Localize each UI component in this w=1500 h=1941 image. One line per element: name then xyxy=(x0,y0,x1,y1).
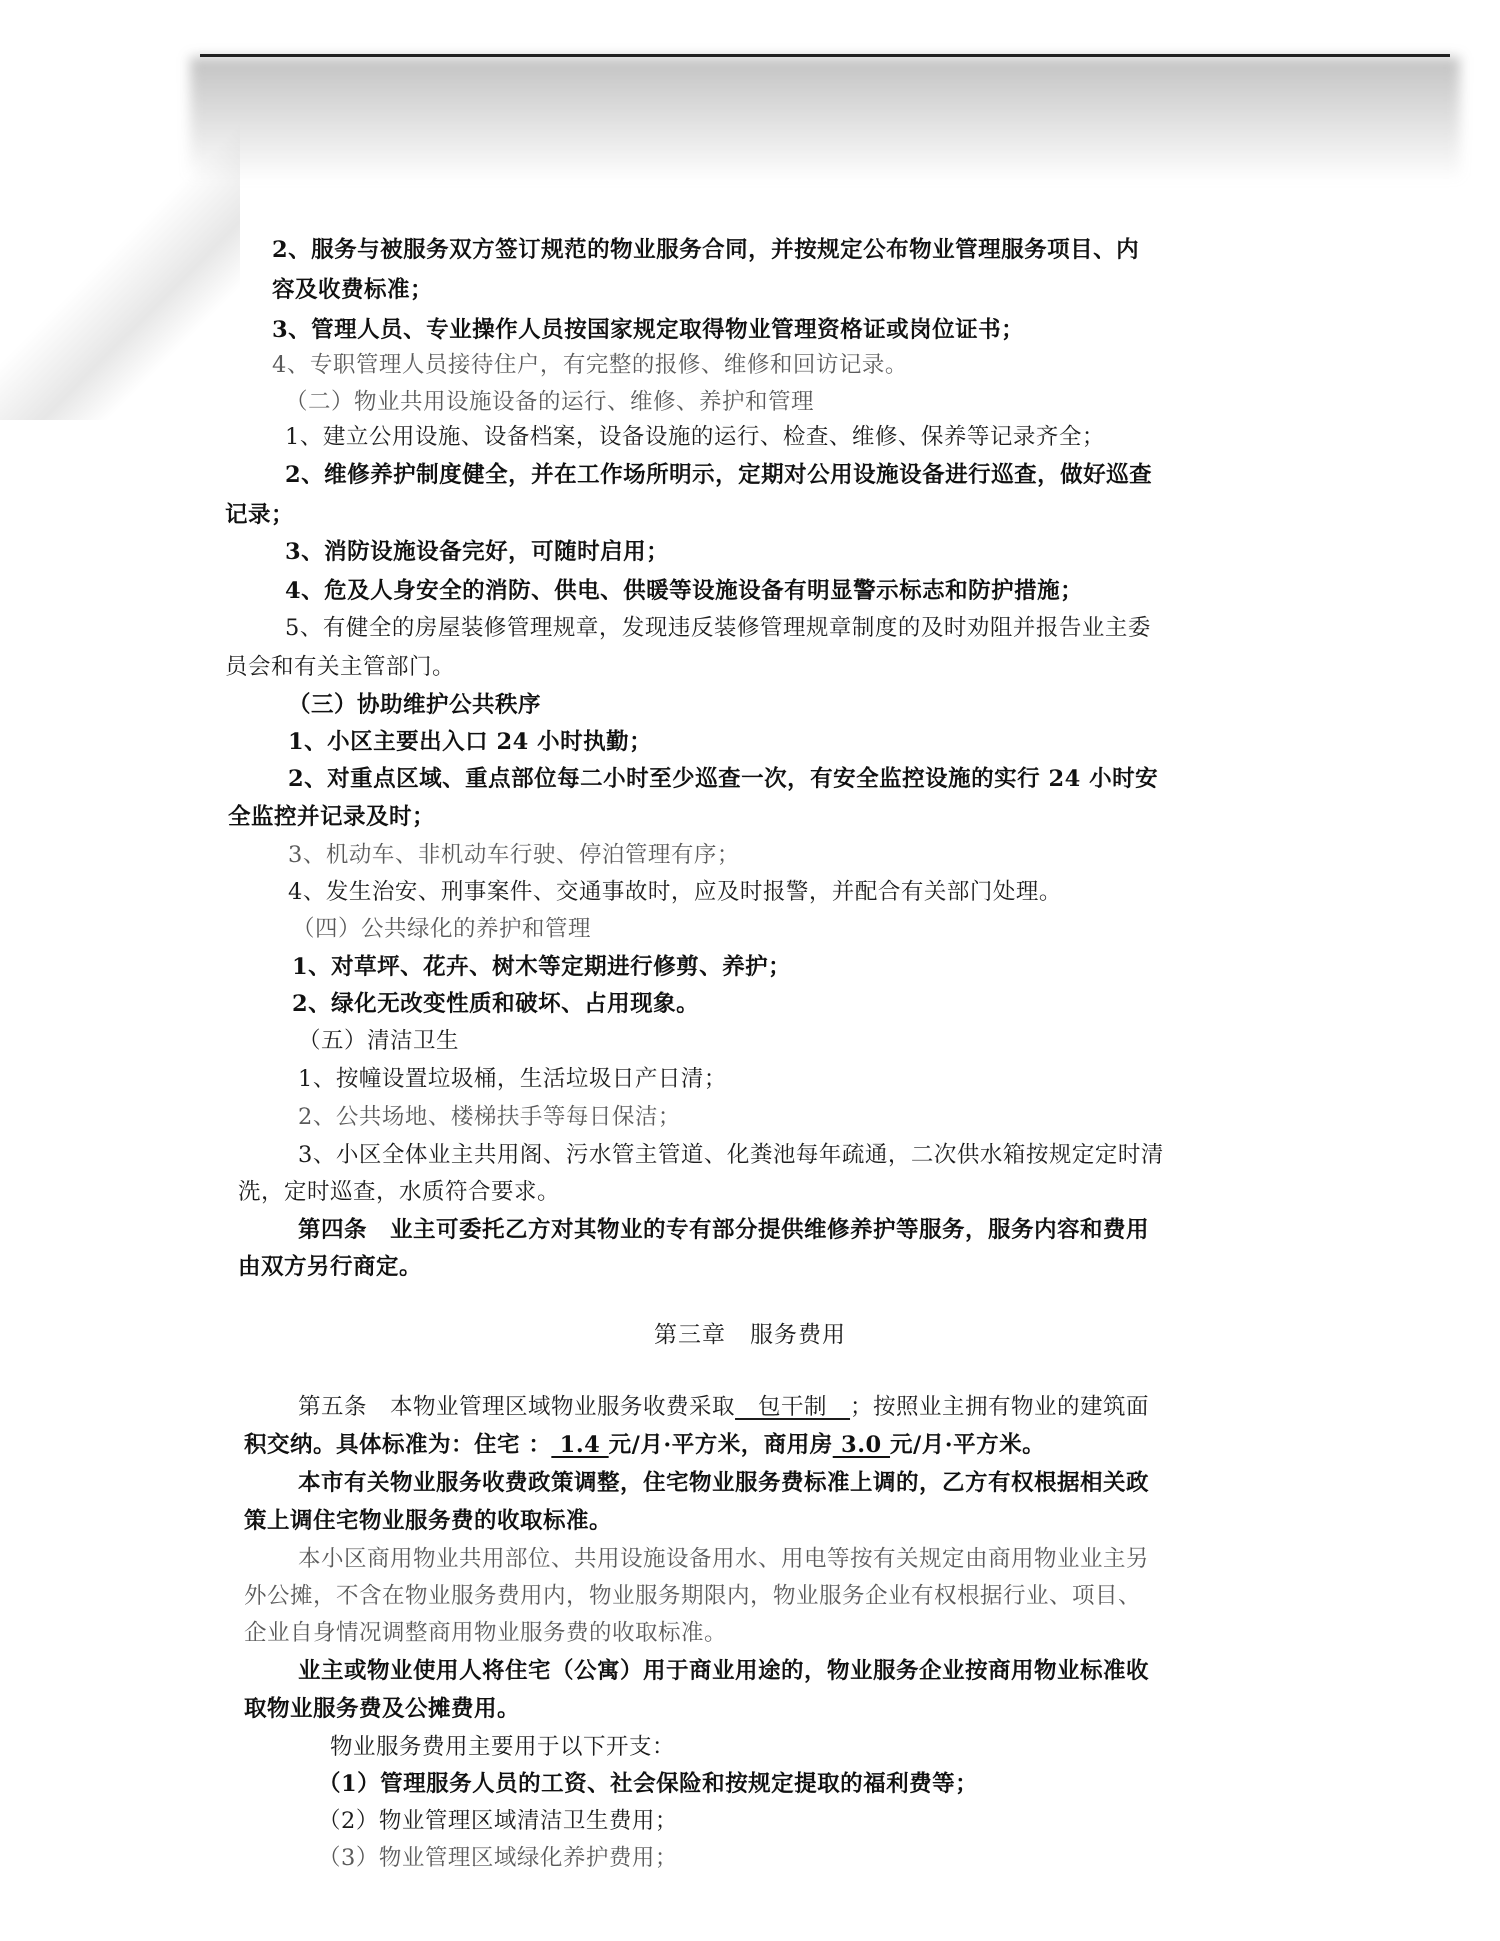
section-3-item-2-cont: 全监控并记录及时； xyxy=(228,804,436,830)
section-2-item-5-cont: 员会和有关主管部门。 xyxy=(225,654,456,680)
section-3-item-1: 1、小区主要出入口 24 小时执勤； xyxy=(288,729,653,755)
section-2-item-2: 2、维修养护制度健全，并在工作场所明示，定期对公用设施设备进行巡查，做好巡查 xyxy=(285,462,1153,488)
section-5-item-3: 3、小区全体业主共用阁、污水管主管道、化粪池每年疏通，二次供水箱按规定定时清 xyxy=(298,1142,1164,1168)
article-5-para-5: 物业服务费用主要用于以下开支： xyxy=(330,1734,676,1760)
section-3-heading: （三）协助维护公共秩序 xyxy=(288,692,542,718)
scan-top-shadow xyxy=(190,57,1460,177)
section-2-heading: （二）物业共用设施设备的运行、维修、养护和管理 xyxy=(285,389,815,415)
rate-prefix: 积交纳。具体标准为：住宅 ： xyxy=(244,1432,552,1458)
article-5-para-2: 本市有关物业服务收费政策调整，住宅物业服务费标准上调的，乙方有权根据相关政 xyxy=(298,1470,1150,1496)
section-3-item-2: 2、对重点区域、重点部位每二小时至少巡查一次，有安全监控设施的实行 24 小时安 xyxy=(288,766,1159,792)
article-4-line-cont: 由双方另行商定。 xyxy=(238,1254,423,1280)
article-4-line: 第四条 业主可委托乙方对其物业的专有部分提供维修养护等服务，服务内容和费用 xyxy=(298,1217,1150,1243)
section-3-item-4: 4、发生治安、刑事案件、交通事故时，应及时报警，并配合有关部门处理。 xyxy=(288,879,1062,905)
section-5-item-1: 1、按幢设置垃圾桶，生活垃圾日产日清； xyxy=(298,1066,727,1092)
section-5-item-2: 2、公共场地、楼梯扶手等每日保洁； xyxy=(298,1104,681,1130)
article-5-para-3-cont: 外公摊，不含在物业服务费用内，物业服务期限内，物业服务企业有权根据行业、项目、 xyxy=(244,1583,1142,1609)
scan-top-edge xyxy=(200,54,1450,57)
section-5-item-3-cont: 洗，定时巡查，水质符合要求。 xyxy=(238,1179,561,1205)
commercial-rate-value: 3.0 xyxy=(832,1432,891,1458)
expense-item-1: （1）管理服务人员的工资、社会保险和按规定提取的福利费等； xyxy=(318,1771,979,1797)
rate-mid: 元/月·平方米，商用房 xyxy=(608,1432,833,1458)
article-5-para-3-cont-2: 企业自身情况调整商用物业服务费的收取标准。 xyxy=(244,1620,728,1646)
expense-item-2: （2）物业管理区域清洁卫生费用； xyxy=(318,1808,678,1834)
clause-3-line: 3、管理人员、专业操作人员按国家规定取得物业管理资格证或岗位证书； xyxy=(272,317,1025,343)
expense-item-3: （3）物业管理区域绿化养护费用； xyxy=(318,1845,678,1871)
section-4-item-2: 2、绿化无改变性质和破坏、占用现象。 xyxy=(292,991,700,1017)
clause-2-line-cont: 容及收费标准； xyxy=(272,277,434,303)
residential-rate-value: 1.4 xyxy=(551,1432,609,1458)
section-4-heading: （四）公共绿化的养护和管理 xyxy=(292,916,592,942)
article-5-suffix: ；按照业主拥有物业的建筑面 xyxy=(850,1394,1150,1420)
article-5-para-2-cont: 策上调住宅物业服务费的收取标准。 xyxy=(244,1508,613,1534)
section-4-item-1: 1、对草坪、花卉、树木等定期进行修剪、养护； xyxy=(292,954,792,980)
article-5-para-4-cont: 取物业服务费及公摊费用。 xyxy=(244,1696,521,1722)
chapter-3-title: 第三章 服务费用 xyxy=(654,1322,846,1348)
article-5-para-3: 本小区商用物业共用部位、共用设施设备用水、用电等按有关规定由商用物业业主另 xyxy=(298,1546,1150,1572)
section-2-item-2-cont: 记录； xyxy=(225,502,295,528)
section-2-item-1: 1、建立公用设施、设备档案，设备设施的运行、检查、维修、保养等记录齐全； xyxy=(285,424,1105,450)
section-5-heading: （五）清洁卫生 xyxy=(298,1028,460,1054)
article-5-line-2 xyxy=(244,1428,1045,1462)
section-2-item-3: 3、消防设施设备完好，可随时启用； xyxy=(285,539,670,565)
clause-2-line: 2、服务与被服务双方签订规范的物业服务合同，并按规定公布物业管理服务项目、内 xyxy=(272,237,1140,263)
article-5-line-1 xyxy=(298,1390,1149,1424)
article-5-prefix: 第五条 本物业管理区域物业服务收费采取 xyxy=(298,1394,736,1420)
article-5-para-4: 业主或物业使用人将住宅（公寓）用于商业用途的，物业服务企业按商用物业标准收 xyxy=(298,1658,1150,1684)
fee-mode-value: 包干制 xyxy=(735,1394,851,1420)
section-2-item-5: 5、有健全的房屋装修管理规章，发现违反装修管理规章制度的及时劝阻并报告业主委 xyxy=(285,615,1151,641)
rate-suffix: 元/月·平方米。 xyxy=(890,1432,1046,1458)
clause-4-line: 4、专职管理人员接待住户，有完整的报修、维修和回访记录。 xyxy=(272,352,908,378)
section-2-item-4: 4、危及人身安全的消防、供电、供暖等设施设备有明显警示标志和防护措施； xyxy=(285,578,1084,604)
section-3-item-3: 3、机动车、非机动车行驶、停泊管理有序； xyxy=(288,842,740,868)
